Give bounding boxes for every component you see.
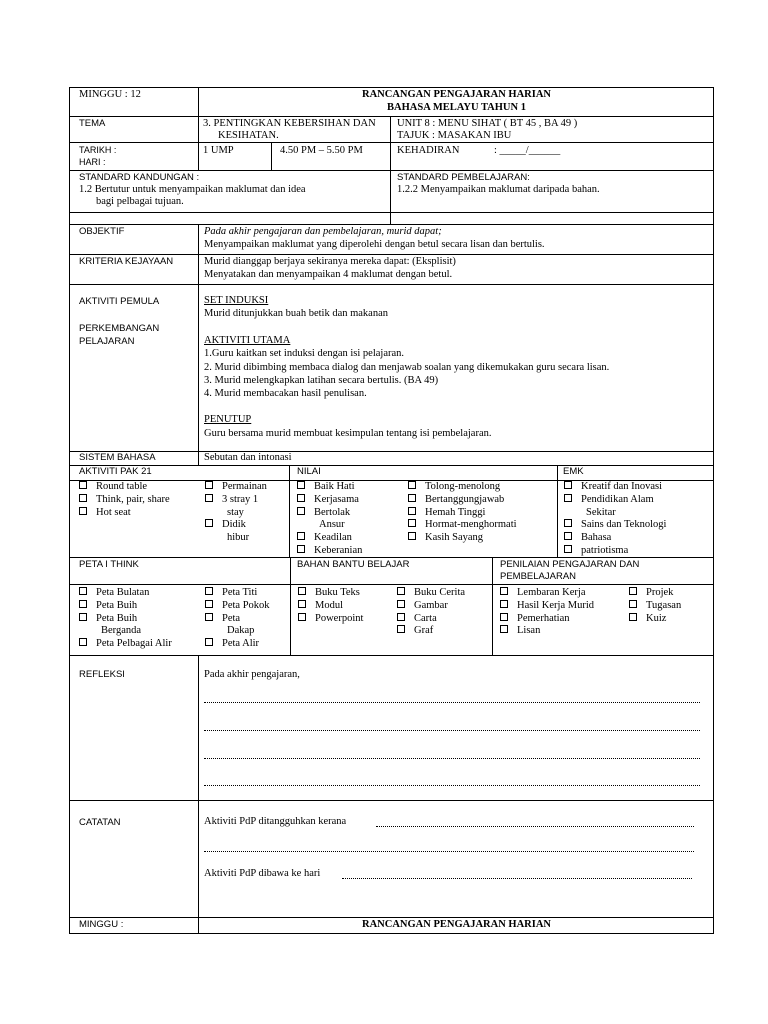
wrapped-label: Dakap [227,625,255,637]
objektif-text: Menyampaikan maklumat yang diperolehi dengan betul secara lisan dan bertulis. [204,239,545,250]
refleksi-writing-line[interactable] [204,730,700,731]
checkbox-icon[interactable] [298,587,306,595]
wrapped-label: Sekitar [586,506,616,518]
checkbox-item[interactable]: Sains dan Teknologi [564,519,666,532]
checkbox-item[interactable]: Bertanggungjawab [408,494,517,507]
checkbox-icon[interactable] [629,600,637,608]
checkbox-item[interactable]: Round table [79,481,170,494]
row-divider [69,800,714,801]
checkbox-icon[interactable] [79,507,87,515]
row-divider [69,451,714,452]
checkbox-icon[interactable] [629,587,637,595]
bbb-label: BAHAN BANTU BELAJAR [297,559,410,570]
checkbox-item[interactable]: Modul [298,600,363,613]
col-divider [557,465,558,558]
catatan-writing-line[interactable] [204,851,694,852]
checkbox-item[interactable]: Peta Titi [205,587,270,600]
checkbox-item[interactable]: Kreatif dan Inovasi [564,481,666,494]
perkembangan-label: PERKEMBANGAN [79,323,160,334]
activity-step: 4. Murid membacakan hasil penulisan. [204,388,367,399]
nilai-list [297,481,362,558]
checkbox-icon[interactable] [564,532,572,540]
checkbox-item[interactable]: Bertolak [297,507,362,520]
activity-step: 3. Murid melengkapkan latihan secara bertulis. (BA 49) [204,375,439,386]
wrapped-label: stay [227,506,244,518]
refleksi-writing-line[interactable] [204,702,700,703]
checkbox-item[interactable]: 3 stray 1 [205,494,267,507]
checkbox-icon[interactable] [298,613,306,621]
checkbox-item[interactable]: Hormat-menghormati [408,519,517,532]
bbb-list [298,587,363,625]
checkbox-icon[interactable] [397,613,405,621]
class-value: 1 UMP [203,145,234,156]
checkbox-item[interactable]: Permainan [205,481,267,494]
standard-kandungan-value-2: bagi pelbagai tujuan. [96,196,184,207]
checkbox-icon[interactable] [564,519,572,527]
col-divider [289,465,290,558]
checkbox-item[interactable]: Peta Bulatan [79,587,172,600]
checkbox-item[interactable]: Lembaran Kerja [500,587,594,600]
pak21-list-2 [205,481,267,545]
catatan-label: CATATAN [79,817,121,828]
time-value: 4.50 PM – 5.50 PM [280,145,363,156]
checkbox-item[interactable]: Gambar [397,600,465,613]
checkbox-icon[interactable] [408,519,416,527]
catatan-writing-line[interactable] [342,878,692,879]
pelajaran-label: PELAJARAN [79,336,135,347]
checkbox-item[interactable]: Peta Pokok [205,600,270,613]
checkbox-icon[interactable] [397,625,405,633]
row-divider [69,917,714,918]
row-divider [69,655,714,656]
checkbox-item[interactable]: Keberanian [297,545,362,558]
checkbox-icon[interactable] [79,481,87,489]
checkbox-item[interactable]: Buku Teks [298,587,363,600]
date-label: TARIKH : [79,145,117,155]
checkbox-item[interactable]: Projek [629,587,681,600]
row-divider [69,284,714,285]
checkbox-item[interactable]: Peta Buih [79,600,172,613]
checkbox-icon[interactable] [564,481,572,489]
nilai-label: NILAI [297,466,321,477]
checkbox-icon[interactable] [297,481,305,489]
kriteria-label: KRITERIA KEJAYAAN [79,256,174,267]
row-divider [69,254,714,255]
page-title: RANCANGAN PENGAJARAN HARIAN [362,89,551,100]
nilai-list-2 [408,481,517,545]
checkbox-item[interactable]: patriotisma [564,545,666,558]
wrapped-label: hibur [227,532,250,544]
checkbox-item[interactable]: Lisan [500,625,594,638]
checkbox-icon[interactable] [500,600,508,608]
penilaian-list-2 [629,587,681,625]
catatan-postponed: Aktiviti PdP ditangguhkan kerana [204,816,347,827]
week-label: MINGGU : 12 [79,89,141,100]
objektif-intro: Pada akhir pengajaran dan pembelajaran, murid dapat; [204,226,442,237]
checkbox-icon[interactable] [79,587,87,595]
checkbox-item[interactable]: Hot seat [79,507,170,520]
tema-label: TEMA [79,118,106,129]
checkbox-icon[interactable] [297,545,305,553]
sistem-bahasa-value: Sebutan dan intonasi [204,452,292,463]
penilaian-list [500,587,594,638]
checkbox-icon[interactable] [79,600,87,608]
checkbox-icon[interactable] [205,519,213,527]
checkbox-icon[interactable] [79,638,87,646]
checkbox-item[interactable]: Didik [205,519,267,532]
wrapped-label: Berganda [101,625,142,637]
aktiviti-utama-heading: AKTIVITI UTAMA [204,335,291,346]
tajuk-value: TAJUK : MASAKAN IBU [397,130,512,141]
page-subtitle: BAHASA MELAYU TAHUN 1 [387,102,526,113]
footer-title: RANCANGAN PENGAJARAN HARIAN [362,919,551,930]
checkbox-icon[interactable] [205,600,213,608]
checkbox-icon[interactable] [205,587,213,595]
checkbox-icon[interactable] [408,507,416,515]
checkbox-item[interactable]: Graf [397,625,465,638]
refleksi-text: Pada akhir pengajaran, [204,669,300,680]
checkbox-item[interactable]: Peta [205,613,270,626]
checkbox-item[interactable]: Hasil Kerja Murid [500,600,594,613]
sistem-bahasa-label: SISTEM BAHASA [79,452,156,463]
attendance-label: KEHADIRAN [397,145,460,156]
col-divider [390,116,391,171]
checkbox-item[interactable]: Pemerhatian [500,613,594,626]
footer-week-label: MINGGU : [79,919,124,930]
checkbox-icon[interactable] [397,587,405,595]
checkbox-icon[interactable] [564,494,572,502]
checkbox-item[interactable]: Kuiz [629,613,681,626]
row-divider [69,212,714,213]
checkbox-item[interactable]: Bahasa [564,532,666,545]
pak21-label: AKTIVITI PAK 21 [79,466,152,477]
attendance-value: : _____/______ [494,145,561,156]
checkbox-icon[interactable] [408,532,416,540]
catatan-writing-line[interactable] [376,826,694,827]
checkbox-item[interactable]: Think, pair, share [79,494,170,507]
checkbox-icon[interactable] [297,507,305,515]
activity-step: 1.Guru kaitkan set induksi dengan isi pelajaran. [204,348,405,359]
checkbox-icon[interactable] [79,613,87,621]
checkbox-icon[interactable] [297,494,305,502]
checkbox-item[interactable]: Tugasan [629,600,681,613]
checkbox-item[interactable]: Buku Cerita [397,587,465,600]
checkbox-item[interactable]: Baik Hati [297,481,362,494]
set-induksi-text: Murid ditunjukkan buah betik dan makanan [204,308,389,319]
checkbox-icon[interactable] [564,545,572,553]
standard-kandungan-label: STANDARD KANDUNGAN : [79,172,200,183]
checkbox-icon[interactable] [205,638,213,646]
checkbox-item[interactable]: Peta Pelbagai Alir [79,638,172,651]
checkbox-item[interactable]: Peta Buih [79,613,172,626]
standard-kandungan-value: 1.2 Bertutur untuk menyampaikan maklumat dan idea [79,184,306,195]
refleksi-writing-line[interactable] [204,758,700,759]
checkbox-icon[interactable] [500,587,508,595]
pak21-list [79,481,170,519]
checkbox-item[interactable]: Hemah Tinggi [408,507,517,520]
objektif-label: OBJEKTIF [79,226,125,237]
row-divider [69,224,714,225]
penilaian-label: PENILAIAN PENGAJARAN DAN [500,559,640,570]
tema-value: 3. PENTINGKAN KEBERSIHAN DAN [203,118,376,129]
checkbox-icon[interactable] [205,613,213,621]
standard-pembelajaran-label: STANDARD PEMBELAJARAN: [397,172,530,183]
checkbox-icon[interactable] [205,494,213,502]
unit-value: UNIT 8 : MENU SIHAT ( BT 45 , BA 49 ) [397,118,578,129]
row-divider [69,116,714,117]
checkbox-item[interactable]: Peta Alir [205,638,270,651]
peta-list-2 [205,587,270,651]
day-label: HARI : [79,157,106,167]
checkbox-icon[interactable] [397,600,405,608]
set-induksi-heading: SET INDUKSI [204,295,269,306]
activity-step: 2. Murid dibimbing membaca dialog dan menjawab soalan yang dikemukakan guru secara lisan. [204,362,610,373]
col-divider [198,655,199,934]
peta-ithink-label: PETA I THINK [79,559,139,570]
bbb-list-2 [397,587,465,638]
col-divider [492,557,493,656]
tema-value-2: KESIHATAN. [218,130,279,141]
row-divider [69,142,714,143]
checkbox-icon[interactable] [79,494,87,502]
col-divider [198,224,199,466]
row-divider [69,465,714,466]
col-divider [198,116,199,171]
col-divider [390,170,391,225]
kriteria-intro: Murid dianggap berjaya sekiranya mereka dapat: (Eksplisit) [204,256,456,267]
catatan-moved: Aktiviti PdP dibawa ke hari [204,868,321,879]
refleksi-label: REFLEKSI [79,669,125,680]
emk-list [564,481,666,558]
col-divider [290,557,291,656]
checkbox-icon[interactable] [408,494,416,502]
penutup-heading: PENUTUP [204,414,252,425]
checkbox-icon[interactable] [408,481,416,489]
checkbox-item[interactable]: Powerpoint [298,613,363,626]
checkbox-item[interactable]: Kerjasama [297,494,362,507]
checkbox-icon[interactable] [205,481,213,489]
row-divider [69,170,714,171]
standard-pembelajaran-value: 1.2.2 Menyampaikan maklumat daripada bahan. [397,184,600,195]
col-divider [271,142,272,171]
checkbox-item[interactable]: Carta [397,613,465,626]
checkbox-icon[interactable] [297,532,305,540]
checkbox-icon[interactable] [629,613,637,621]
checkbox-icon[interactable] [298,600,306,608]
checkbox-item[interactable]: Keadilan [297,532,362,545]
row-divider [69,584,714,585]
penutup-text: Guru bersama murid membuat kesimpulan tentang isi pembelajaran. [204,428,492,439]
checkbox-icon[interactable] [500,625,508,633]
checkbox-item[interactable]: Tolong-menolong [408,481,517,494]
refleksi-writing-line[interactable] [204,785,700,786]
checkbox-item[interactable]: Kasih Sayang [408,532,517,545]
aktiviti-pemula-label: AKTIVITI PEMULA [79,296,160,307]
checkbox-item[interactable]: Pendidikan Alam [564,494,666,507]
peta-list [79,587,172,651]
checkbox-icon[interactable] [500,613,508,621]
emk-label: EMK [563,466,584,477]
penilaian-label-2: PEMBELAJARAN [500,571,577,582]
wrapped-label: Ansur [319,519,345,531]
kriteria-text: Menyatakan dan menyampaikan 4 maklumat dengan betul. [204,269,453,280]
